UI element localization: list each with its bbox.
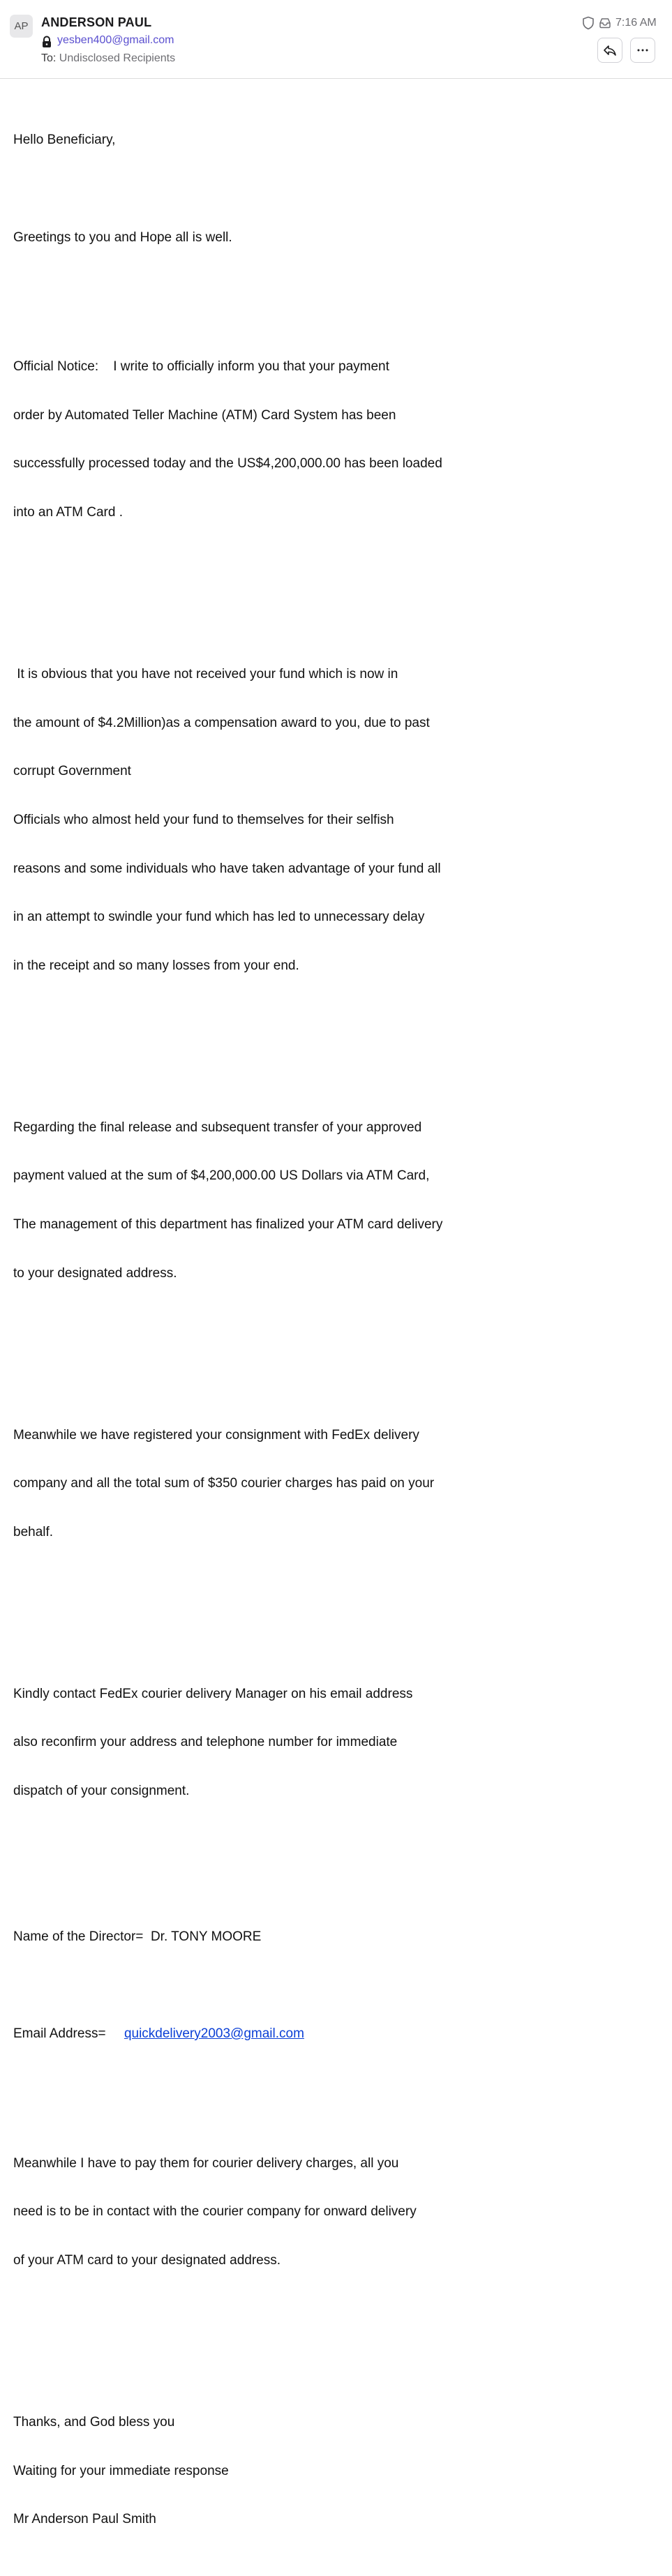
paragraph-official-notice: [13, 326, 655, 553]
reply-icon: [603, 44, 617, 57]
avatar-initials: AP: [14, 20, 29, 32]
text-line: the amount of $4.2Million)as a compensation award to you, due to past: [13, 715, 430, 730]
email-body: [13, 100, 655, 2576]
sender-email[interactable]: yesben400@gmail.com: [57, 34, 174, 46]
paragraph-charges: [13, 2123, 655, 2300]
text-line: behalf.: [13, 1524, 54, 1539]
email-header: [0, 0, 672, 79]
courier-email-link[interactable]: quickdelivery2003@gmail.com: [124, 2026, 304, 2042]
text-line: Regarding the final release and subsequent transfer of your approved: [13, 1120, 422, 1135]
text-line: in an attempt to swindle your fund which has led to unnecessary delay: [13, 910, 425, 925]
reply-button[interactable]: [597, 38, 622, 63]
text-line: of your ATM card to your designated address.: [13, 2252, 281, 2268]
paragraph-release: [13, 1087, 655, 1313]
text-line: reasons and some individuals who have taken advantage of your fund all: [13, 861, 441, 876]
text-line: Thanks, and God bless you: [13, 2414, 175, 2430]
recipients-line: [41, 52, 175, 65]
sender-name: ANDERSON PAUL: [41, 15, 152, 29]
paragraph-greetings: Greetings to you and Hope all is well.: [13, 229, 232, 245]
text-line: dispatch of your consignment.: [13, 1784, 190, 1799]
text-line: order by Automated Teller Machine (ATM) Card System has been: [13, 407, 396, 423]
greeting: Hello Beneficiary,: [13, 133, 116, 148]
text-line: Officials who almost held your fund to themselves for their selfish: [13, 812, 394, 827]
text-line: It is obvious that you have not received your fund which is now in: [13, 667, 398, 682]
text-line: need is to be in contact with the courier company for onward delivery: [13, 2204, 417, 2220]
email-address-label: Email Address=: [13, 2026, 124, 2042]
signature: [13, 2381, 655, 2559]
to-label: To:: [41, 52, 57, 64]
text-line: payment valued at the sum of $4,200,000.00 US Dollars via ATM Card,: [13, 1168, 430, 1184]
text-line: company and all the total sum of $350 courier charges has paid on your: [13, 1476, 435, 1491]
text-line: Mr Anderson Paul Smith: [13, 2512, 156, 2527]
text-line: Waiting for your immediate response: [13, 2463, 229, 2478]
text-line: The management of this department has finalized your ATM card delivery: [13, 1217, 443, 1232]
text-line: Kindly contact FedEx courier delivery Manager on his email address: [13, 1686, 413, 1701]
text-line: Meanwhile we have registered your consignment with FedEx delivery: [13, 1427, 419, 1443]
text-line: corrupt Government: [13, 764, 131, 779]
text-line: Meanwhile I have to pay them for courier delivery charges, all you: [13, 2155, 399, 2171]
director-line: Name of the Director= Dr. TONY MOORE: [13, 1929, 262, 1944]
text-line: in the receipt and so many losses from your end.: [13, 958, 299, 973]
text-line: into an ATM Card .: [13, 505, 123, 520]
more-icon: [636, 48, 649, 52]
paragraph-fund: [13, 634, 655, 1007]
avatar: [10, 15, 33, 38]
text-line: to your designated address.: [13, 1265, 177, 1281]
text-line: successfully processed today and the US$4,200,000.00 has been loaded: [13, 456, 442, 472]
to-value[interactable]: Undisclosed Recipients: [59, 52, 176, 64]
shield-icon[interactable]: [582, 16, 595, 30]
more-button[interactable]: [630, 38, 655, 63]
lock-icon: [41, 36, 52, 48]
text-line: also reconfirm your address and telephone number for immediate: [13, 1735, 398, 1750]
tray-icon[interactable]: [599, 17, 611, 29]
email-address-line: [13, 2026, 655, 2042]
paragraph-contact: [13, 1653, 655, 1831]
received-time: 7:16 AM: [615, 17, 657, 29]
text-line: Official Notice: I write to officially inform you that your payment: [13, 359, 389, 375]
paragraph-consignment: [13, 1394, 655, 1572]
